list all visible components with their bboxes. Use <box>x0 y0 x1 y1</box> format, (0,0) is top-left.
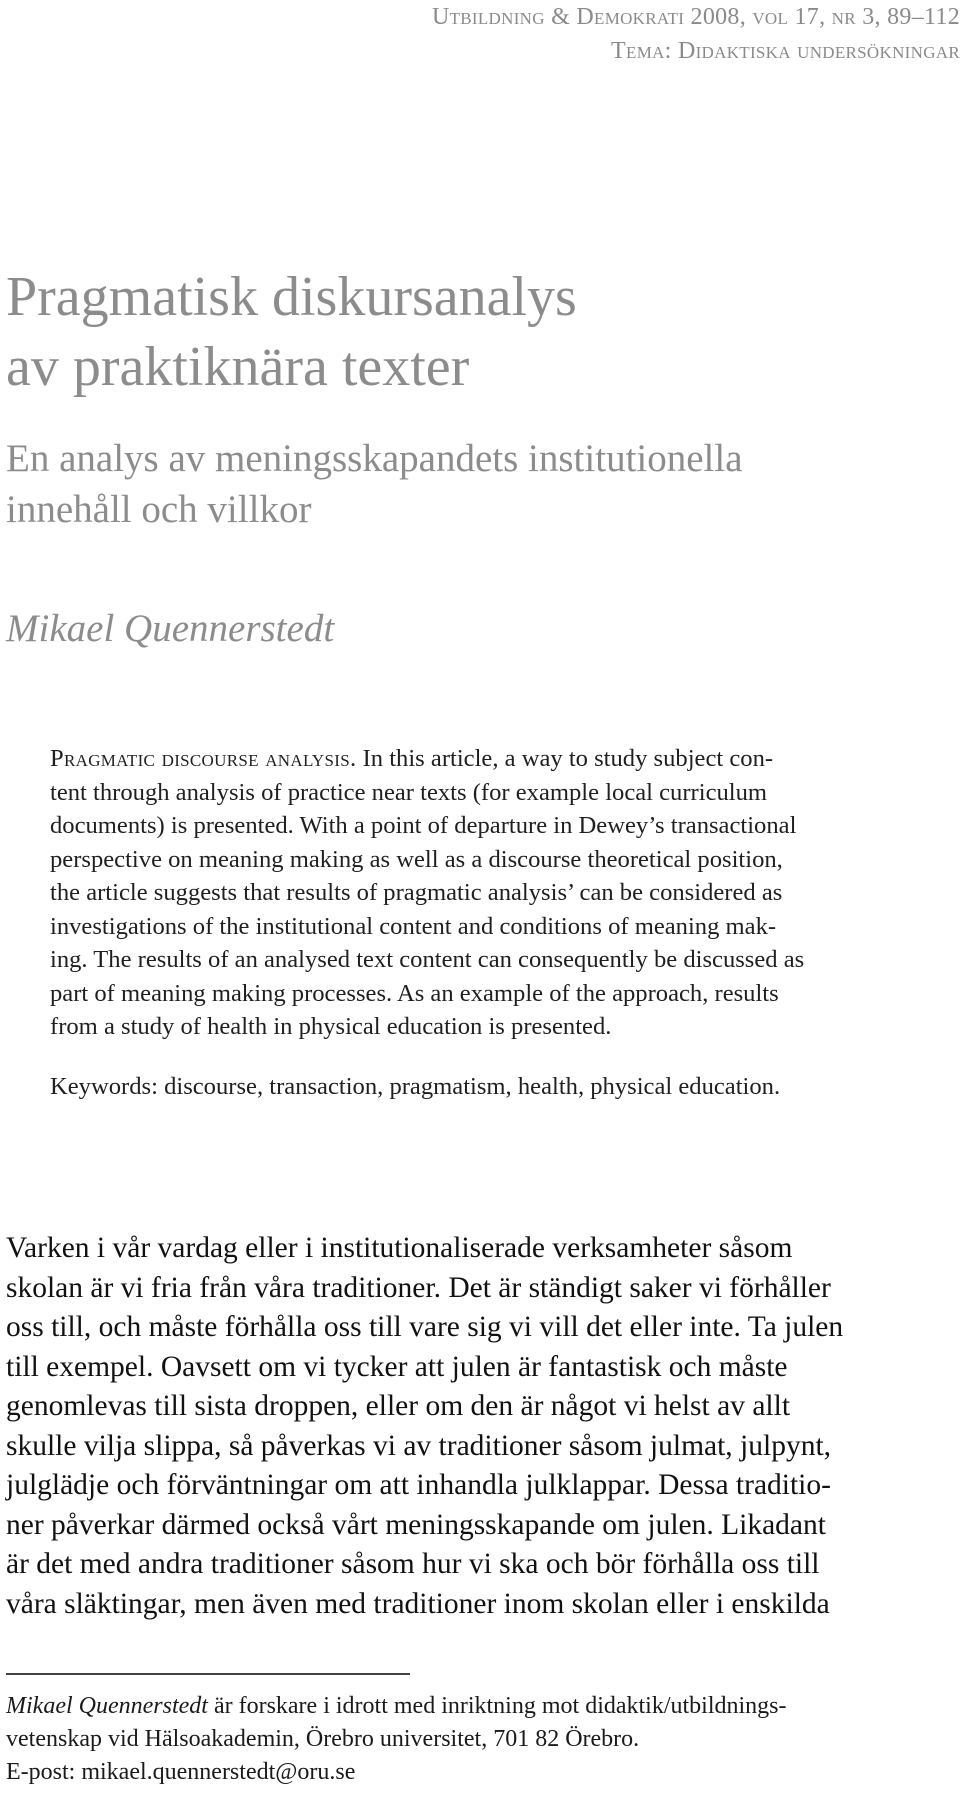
abstract-lead: Pragmatic discourse analysis. <box>50 745 357 772</box>
subtitle-line: innehåll och villkor <box>6 488 312 531</box>
body-line: ner påverkar därmed också vårt meningsskapande om julen. Likadant <box>6 1508 826 1541</box>
footnote-text: är forskare i idrott med inriktning mot didaktik/utbildnings- <box>207 1693 787 1719</box>
journal-citation: Utbildning & Demokrati 2008, vol 17, nr 3, 89–112 <box>431 4 960 30</box>
keywords: Keywords: discourse, transaction, pragmatism, health, physical education. <box>50 1073 781 1100</box>
footnote-line: vetenskap vid Hälsoakademin, Örebro universitet, 701 82 Örebro. <box>6 1726 640 1752</box>
body-line: våra släktingar, men även med traditioner inom skolan eller i enskilda <box>6 1587 830 1620</box>
subtitle-line: En analys av meningsskapandets institutionella <box>6 437 743 480</box>
body-line: Varken i vår vardag eller i institutionaliserade verksamheter såsom <box>6 1232 793 1264</box>
abstract-line: part of meaning making processes. As an example of the approach, results <box>50 979 779 1007</box>
body-paragraph <box>6 1229 956 1624</box>
abstract <box>50 742 930 1044</box>
author-footnote <box>6 1690 956 1789</box>
abstract-line: tent through analysis of practice near texts (for example local curriculum <box>50 778 768 806</box>
abstract-line: investigations of the institutional content and conditions of meaning mak- <box>50 912 777 940</box>
author-name: Mikael Quennerstedt <box>6 607 335 650</box>
body-line: oss till, och måste förhålla oss till vare sig vi vill det eller inte. Ta julen <box>6 1311 844 1343</box>
abstract-text: In this article, a way to study subject con- <box>356 745 774 772</box>
title-line: av praktiknära texter <box>6 336 470 398</box>
body-line: är det med andra traditioner såsom hur vi ska och bör förhålla oss till <box>6 1548 820 1580</box>
body-line: skolan är vi fria från våra traditioner. Det är ständigt saker vi förhåller <box>6 1271 831 1304</box>
running-header <box>60 0 960 68</box>
abstract-line: the article suggests that results of pragmatic analysis’ can be considered as <box>50 879 783 906</box>
footnote-divider <box>6 1673 410 1675</box>
footnote-email: E-post: mikael.quennerstedt@oru.se <box>6 1759 356 1785</box>
title-line: Pragmatisk diskursanalys <box>6 266 577 328</box>
article-subtitle <box>6 433 946 535</box>
body-line: genomlevas till sista droppen, eller om den är något vi helst av allt <box>6 1390 791 1422</box>
body-line: till exempel. Oavsett om vi tycker att julen är fantastisk och måste <box>6 1350 788 1383</box>
body-line: skulle vilja slippa, så påverkas vi av traditioner såsom julmat, julpynt, <box>6 1429 832 1462</box>
footnote-line <box>6 1690 956 1723</box>
abstract-line: ing. The results of an analysed text content can consequently be discussed as <box>50 946 805 973</box>
footnote-author-name: Mikael Quennerstedt <box>6 1693 208 1719</box>
abstract-line: perspective on meaning making as well as a discourse theoretical position, <box>50 845 783 873</box>
article-title <box>6 262 946 402</box>
body-line: julglädje och förväntningar om att inhandla julklappar. Dessa traditio- <box>6 1469 831 1501</box>
abstract-line: from a study of health in physical education is presented. <box>50 1013 612 1040</box>
theme-line: Tema: Didaktiska undersökningar <box>611 38 960 64</box>
abstract-line: documents) is presented. With a point of departure in Dewey’s transactional <box>50 812 797 839</box>
abstract-line <box>50 742 930 776</box>
